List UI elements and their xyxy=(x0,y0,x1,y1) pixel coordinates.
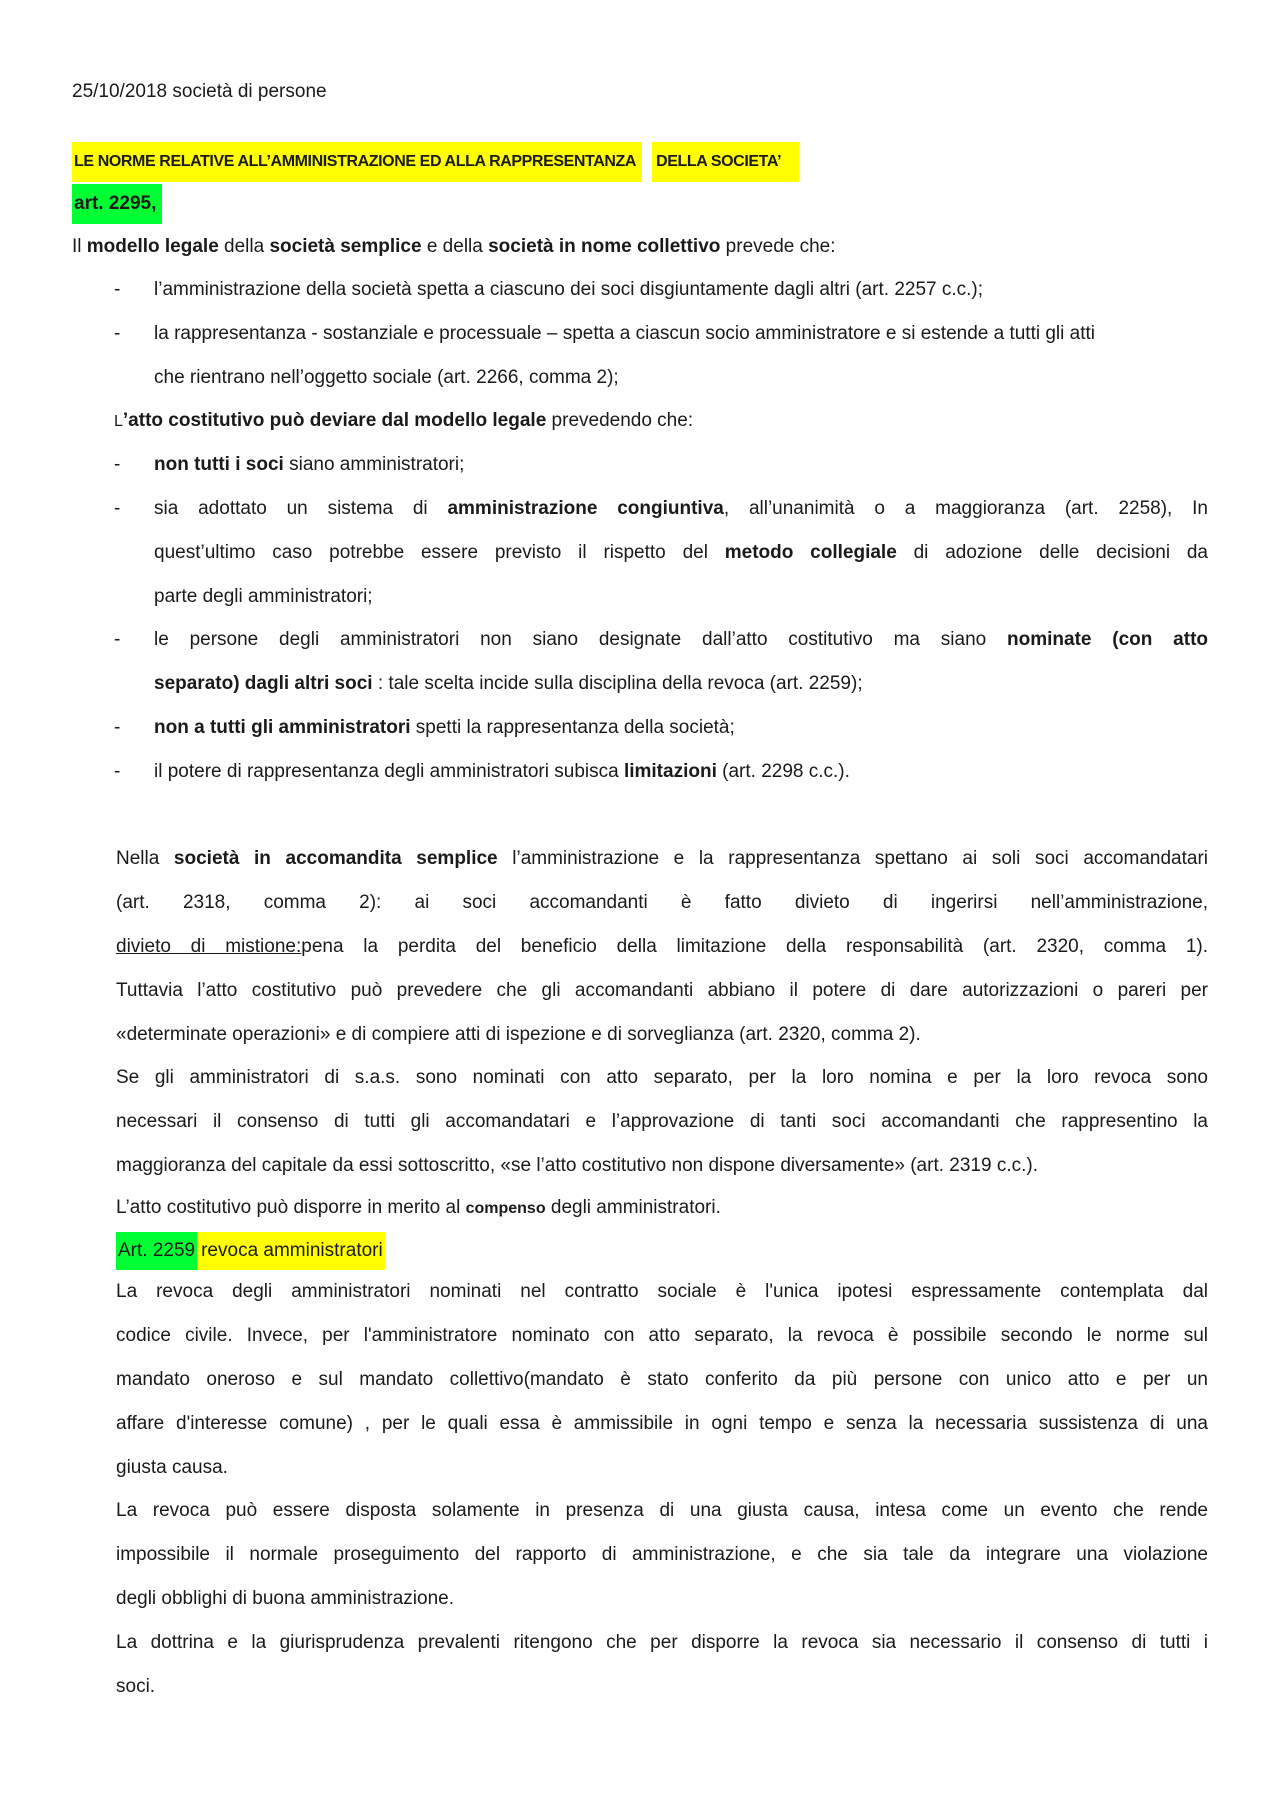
revoca-paragraph-line: mandato oneroso e sul mandato collettivo(mandato è stato conferito da più persone con unico atto e per un xyxy=(116,1369,1208,1390)
bullet-dash: - xyxy=(114,498,121,519)
bullet-representation-limit: non a tutti gli amministratori spetti la rappresentanza della società; xyxy=(154,717,735,738)
bullet-limitations: il potere di rappresentanza degli amministratori subisca limitazioni (art. 2298 c.c.). xyxy=(154,761,850,782)
bullet-dash: - xyxy=(114,629,121,650)
title-part-2: DELLA SOCIETA’ xyxy=(652,142,799,182)
article-2259-title: revoca amministratori xyxy=(197,1232,385,1270)
sas-paragraph-line: Nella società in accomandita semplice l’amministrazione e la rappresentanza spettano ai soli soci accomandatari xyxy=(116,848,1208,869)
revoca-paragraph-line: La dottrina e la giurisprudenza prevalenti ritengono che per disporre la revoca sia necessario il consenso di tutti i xyxy=(116,1632,1208,1653)
bullet-nominated-cont: separato) dagli altri soci : tale scelta incide sulla disciplina della revoca (art. 2259); xyxy=(154,673,863,694)
sas-paragraph-line: maggioranza del capitale da essi sottoscritto, «se l’atto costitutivo non dispone diversamente» (art. 2319 c.c.). xyxy=(116,1155,1038,1176)
bullet-joint-admin-end: parte degli amministratori; xyxy=(154,586,373,607)
atto-costitutivo-intro: L’atto costitutivo può deviare dal modello legale prevedendo che: xyxy=(114,410,694,431)
revoca-paragraph-line: soci. xyxy=(116,1676,156,1697)
bullet-dash: - xyxy=(114,454,121,475)
article-2259-label: Art. 2259 xyxy=(116,1232,197,1270)
article-2259-heading xyxy=(116,1232,385,1270)
sas-paragraph-line: Se gli amministratori di s.a.s. sono nominati con atto separato, per la loro nomina e per la loro revoca sono xyxy=(116,1067,1208,1088)
bullet-dash: - xyxy=(114,761,121,782)
document-header: 25/10/2018 società di persone xyxy=(72,81,327,102)
bullet-admin: l’amministrazione della società spetta a ciascuno dei soci disgiuntamente dagli altri (art. 2257 c.c.); xyxy=(154,279,984,300)
bullet-dash: - xyxy=(114,279,121,300)
revoca-paragraph-line: affare d'interesse comune) , per le quali essa è ammissibile in ogni tempo e senza la necessaria sussistenza di una xyxy=(116,1413,1208,1434)
bullet-not-all-partners: non tutti i soci siano amministratori; xyxy=(154,454,465,475)
revoca-paragraph-line: degli obblighi di buona amministrazione. xyxy=(116,1588,454,1609)
revoca-paragraph-line: giusta causa. xyxy=(116,1457,228,1478)
sas-paragraph-line: divieto di mistione:pena la perdita del beneficio della limitazione della responsabilità (art. 2320, comma 1). xyxy=(116,936,1208,957)
sas-paragraph-line: (art. 2318, comma 2): ai soci accomandanti è fatto divieto di ingerirsi nell’amministrazione, xyxy=(116,892,1208,913)
bullet-dash: - xyxy=(114,717,121,738)
bullet-dash: - xyxy=(114,323,121,344)
bullet-joint-admin: sia adottato un sistema di amministrazione congiuntiva, all’unanimità o a maggioranza (art. 2258), In xyxy=(154,498,1208,519)
bullet-representation-cont: che rientrano nell’oggetto sociale (art. 2266, comma 2); xyxy=(154,367,619,388)
bullet-representation: la rappresentanza - sostanziale e processuale – spetta a ciascun socio amministratore e si estende a tutti gli atti xyxy=(154,323,1096,344)
title-part-1: LE NORME RELATIVE ALL’AMMINISTRAZIONE ED ALLA RAPPRESENTANZA xyxy=(72,142,642,182)
bullet-nominated: le persone degli amministratori non siano designate dall’atto costitutivo ma siano nominate (con atto xyxy=(154,629,1209,650)
revoca-paragraph-line: La revoca può essere disposta solamente in presenza di una giusta causa, intesa come un evento che rende xyxy=(116,1500,1208,1521)
revoca-paragraph-line: codice civile. Invece, per l'amministratore nominato con atto separato, la revoca è possibile secondo le norme sul xyxy=(116,1325,1208,1346)
intro-paragraph: Il modello legale della società semplice e della società in nome collettivo prevede che: xyxy=(72,236,836,257)
bullet-joint-admin-cont: quest’ultimo caso potrebbe essere previsto il rispetto del metodo collegiale di adozione delle decisioni da xyxy=(154,542,1209,563)
revoca-paragraph-line: impossibile il normale proseguimento del rapporto di amministrazione, e che sia tale da integrare una violazione xyxy=(116,1544,1208,1565)
revoca-paragraph-line: La revoca degli amministratori nominati nel contratto sociale è l'unica ipotesi espressamente contemplata dal xyxy=(116,1281,1208,1302)
compenso-line: L’atto costitutivo può disporre in merito al compenso degli amministratori. xyxy=(116,1197,721,1218)
sas-paragraph-line: necessari il consenso di tutti gli accomandatari e l’approvazione di tanti soci accomandanti che rappresentino la xyxy=(116,1111,1208,1132)
section-title xyxy=(72,142,799,182)
article-2295-label: art. 2295, xyxy=(72,184,162,224)
sas-paragraph-line: «determinate operazioni» e di compiere atti di ispezione e di sorveglianza (art. 2320, comma 2). xyxy=(116,1024,921,1045)
sas-paragraph-line: Tuttavia l’atto costitutivo può prevedere che gli accomandanti abbiano il potere di dare autorizzazioni o pareri per xyxy=(116,980,1208,1001)
